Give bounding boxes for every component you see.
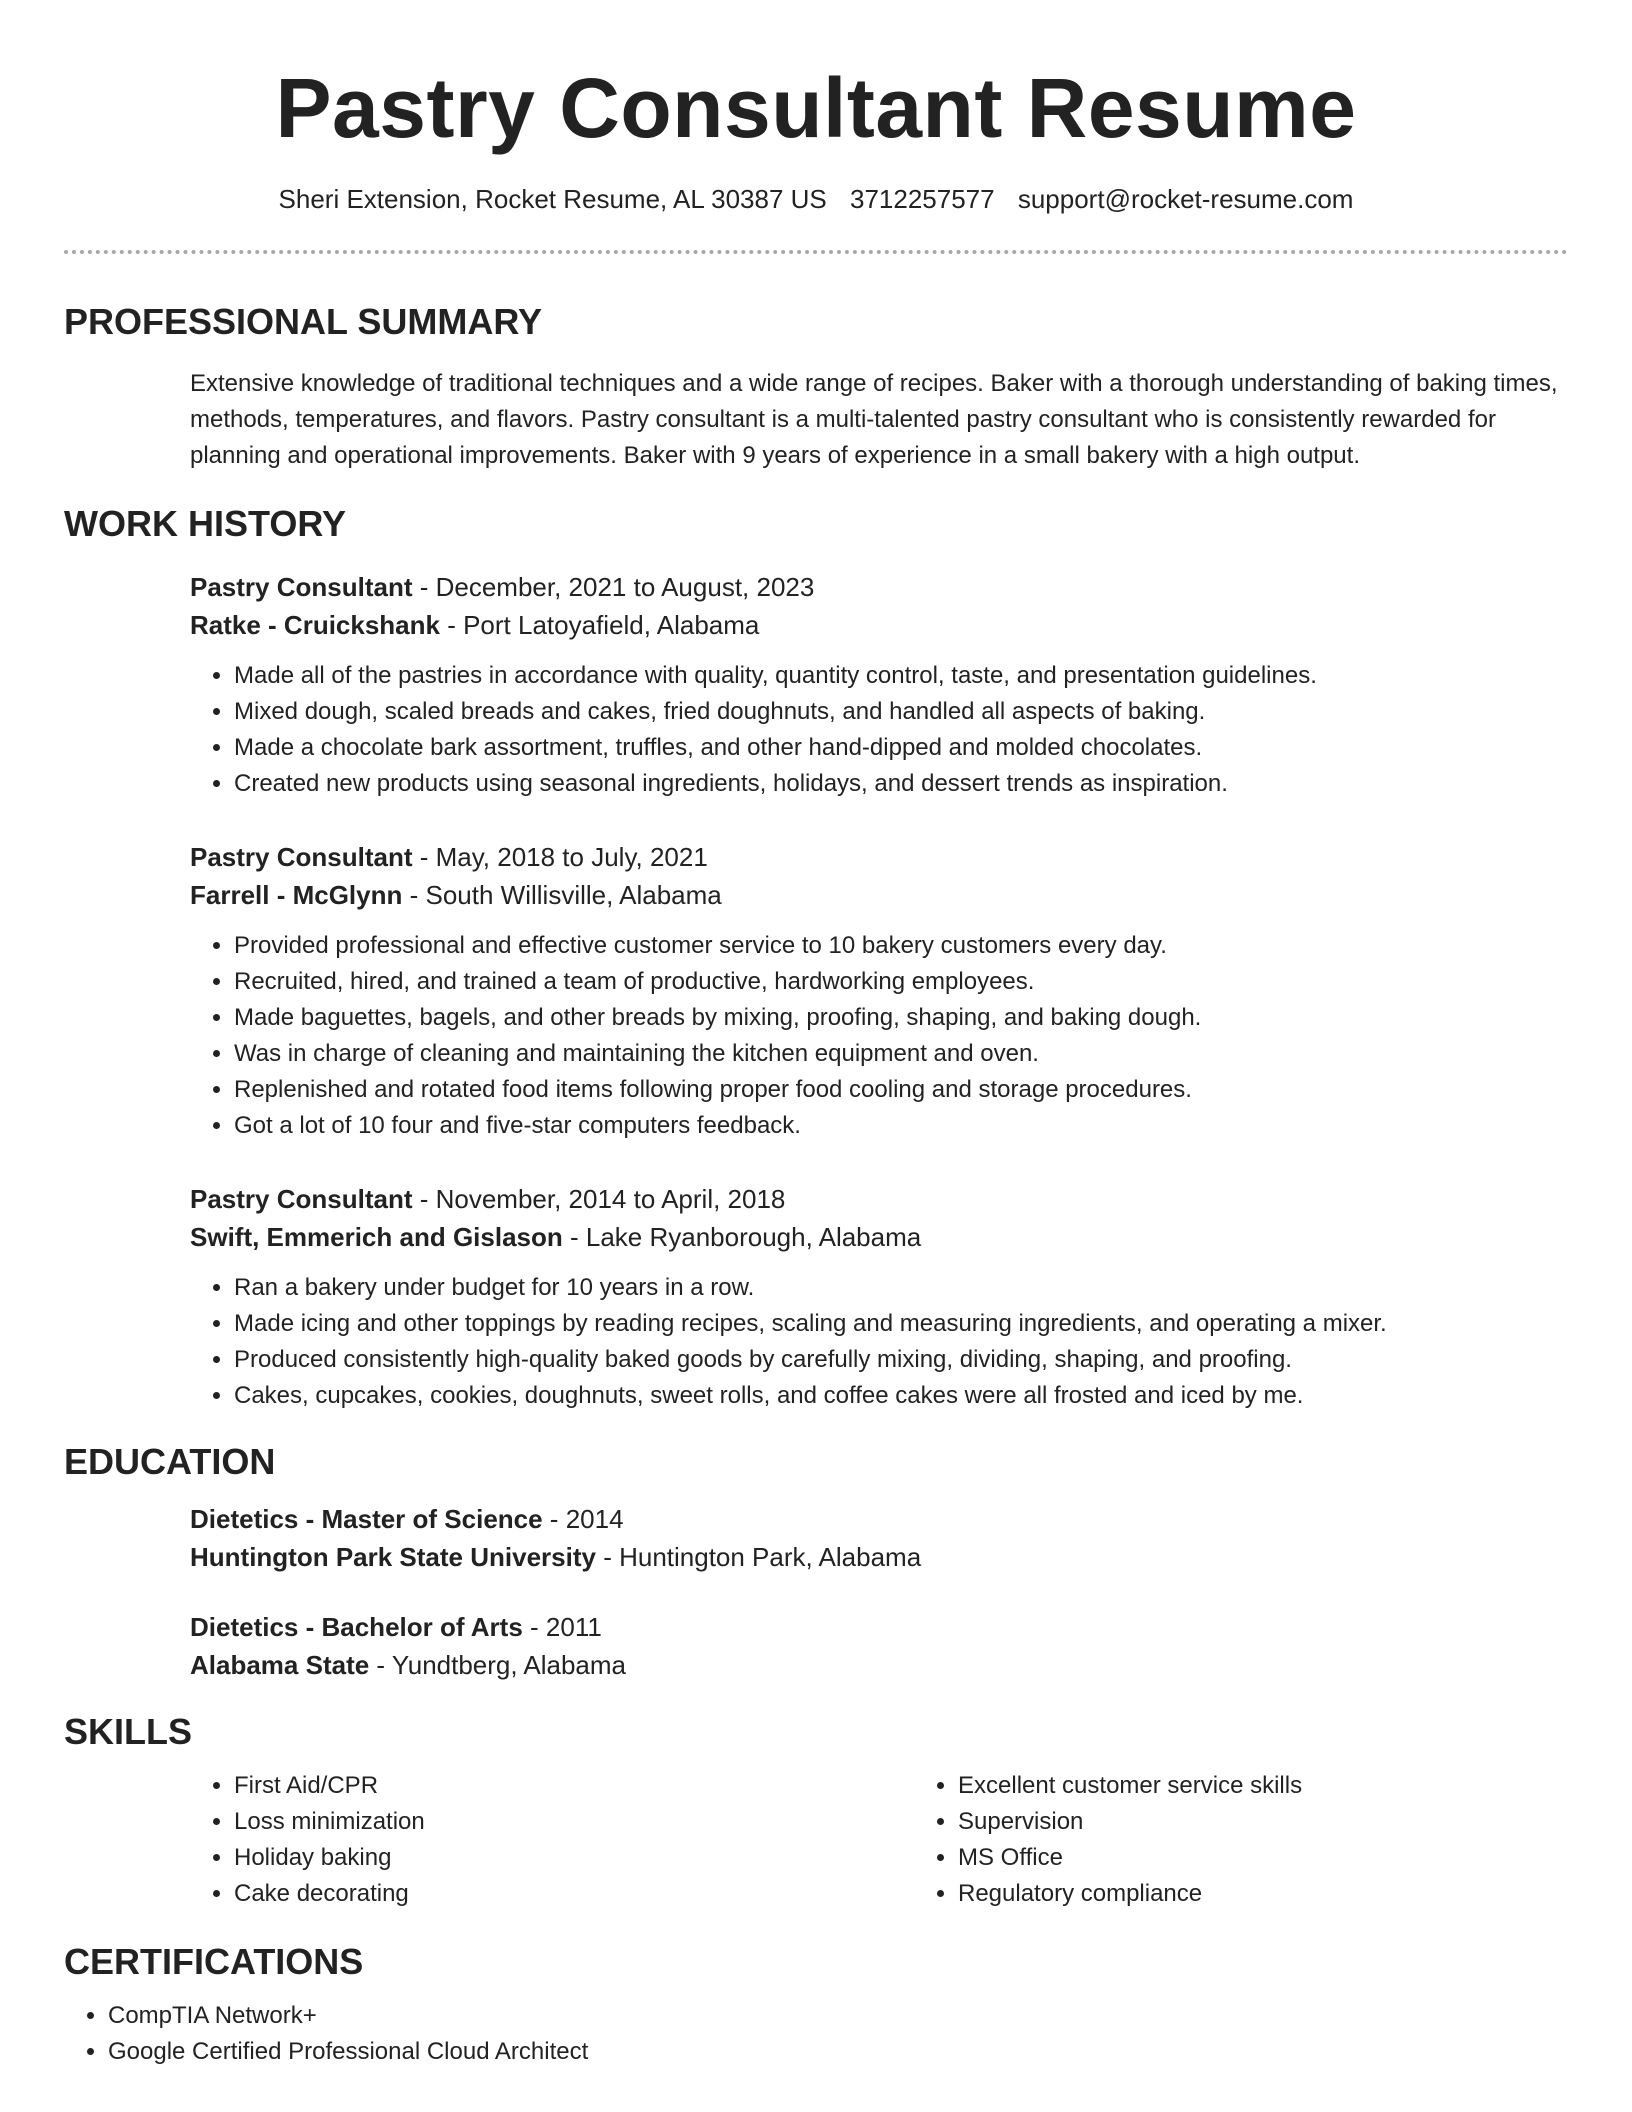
school-line: Huntington Park State University - Huntington Park, Alabama bbox=[190, 1542, 922, 1572]
job-dates: December, 2021 to August, 2023 bbox=[435, 572, 815, 602]
education-section bbox=[64, 1440, 1568, 1684]
job-duties bbox=[190, 1270, 1568, 1414]
school-location: Yundtberg, Alabama bbox=[391, 1650, 627, 1680]
summary-section bbox=[64, 300, 1568, 474]
school-line: Alabama State - Yundtberg, Alabama bbox=[190, 1650, 627, 1680]
education-entry bbox=[190, 1500, 1568, 1576]
job-entry bbox=[190, 1180, 1568, 1414]
skills-grid bbox=[190, 1768, 1568, 1912]
list-item: • Made all of the pastries in accordance with quality, quantity control, taste, and presentation guidelines. bbox=[234, 658, 1568, 694]
skills-list-right bbox=[914, 1768, 1632, 1912]
contact-line bbox=[64, 182, 1568, 216]
job-title-line: Pastry Consultant - December, 2021 to August, 2023 bbox=[190, 572, 815, 602]
list-item: • Supervision bbox=[958, 1804, 1632, 1840]
list-item: • Provided professional and effective customer service to 10 bakery customers every day. bbox=[234, 928, 1568, 964]
header-divider bbox=[64, 250, 1568, 254]
job-company: Ratke - Cruickshank bbox=[190, 610, 440, 640]
contact-address: Sheri Extension, Rocket Resume, AL 30387 US bbox=[278, 184, 827, 214]
degree-line: Dietetics - Master of Science - 2014 bbox=[190, 1504, 624, 1534]
summary-heading: PROFESSIONAL SUMMARY bbox=[64, 301, 543, 342]
job-company-line: Swift, Emmerich and Gislason - Lake Ryanborough, Alabama bbox=[190, 1222, 922, 1252]
list-item: • Was in charge of cleaning and maintaining the kitchen equipment and oven. bbox=[234, 1036, 1568, 1072]
job-company-line: Ratke - Cruickshank - Port Latoyafield, Alabama bbox=[190, 610, 760, 640]
job-company: Swift, Emmerich and Gislason bbox=[190, 1222, 563, 1252]
job-entry bbox=[190, 838, 1568, 1144]
list-item: • Made icing and other toppings by reading recipes, scaling and measuring ingredients, and operating a mixer. bbox=[234, 1306, 1568, 1342]
certifications-section bbox=[64, 1940, 1568, 2070]
school: Alabama State bbox=[190, 1650, 370, 1680]
job-duties bbox=[190, 928, 1568, 1144]
list-item: • Cake decorating bbox=[234, 1876, 914, 1912]
certifications-list bbox=[64, 1998, 1568, 2070]
degree-line: Dietetics - Bachelor of Arts - 2011 bbox=[190, 1612, 602, 1642]
summary-text: Extensive knowledge of traditional techniques and a wide range of recipes. Baker with a thorough understanding of baking times, methods, temperatures, and flavors. Pastry consultant is a multi-talented pastry consultant who is consistently rewarded for planning and operational improvements. Baker with 9 years of experience in a small bakery with a high output. bbox=[190, 370, 1558, 469]
list-item: • Excellent customer service skills bbox=[958, 1768, 1632, 1804]
list-item: • Google Certified Professional Cloud Architect bbox=[108, 2034, 1568, 2070]
job-title-line: Pastry Consultant - May, 2018 to July, 2021 bbox=[190, 842, 708, 872]
job-title: Pastry Consultant bbox=[190, 842, 413, 872]
work-history-section bbox=[64, 502, 1568, 1414]
job-location: Lake Ryanborough, Alabama bbox=[585, 1222, 922, 1252]
list-item: • Recruited, hired, and trained a team of productive, hardworking employees. bbox=[234, 964, 1568, 1000]
list-item: • Made a chocolate bark assortment, truffles, and other hand-dipped and molded chocolates. bbox=[234, 730, 1568, 766]
list-item: • Cakes, cupcakes, cookies, doughnuts, sweet rolls, and coffee cakes were all frosted and iced by me. bbox=[234, 1378, 1568, 1414]
job-location: Port Latoyafield, Alabama bbox=[463, 610, 760, 640]
contact-phone: 3712257577 bbox=[850, 184, 995, 214]
skills-heading: SKILLS bbox=[64, 1711, 193, 1752]
job-location: South Willisville, Alabama bbox=[425, 880, 722, 910]
list-item: • Holiday baking bbox=[234, 1840, 914, 1876]
job-company: Farrell - McGlynn bbox=[190, 880, 403, 910]
job-entry bbox=[190, 568, 1568, 802]
list-item: • Got a lot of 10 four and five-star computers feedback. bbox=[234, 1108, 1568, 1144]
list-item: • Replenished and rotated food items following proper food cooling and storage procedures. bbox=[234, 1072, 1568, 1108]
list-item: • MS Office bbox=[958, 1840, 1632, 1876]
certifications-heading: CERTIFICATIONS bbox=[64, 1941, 364, 1982]
list-item: • Regulatory compliance bbox=[958, 1876, 1632, 1912]
list-item: • Created new products using seasonal ingredients, holidays, and dessert trends as inspiration. bbox=[234, 766, 1568, 802]
degree-year: 2011 bbox=[545, 1612, 602, 1642]
degree: Dietetics - Bachelor of Arts bbox=[190, 1612, 523, 1642]
resume-title: Pastry Consultant Resume bbox=[275, 61, 1357, 155]
skills-list-left bbox=[190, 1768, 914, 1912]
degree-year: 2014 bbox=[565, 1504, 624, 1534]
school: Huntington Park State University bbox=[190, 1542, 596, 1572]
list-item: • Ran a bakery under budget for 10 years in a row. bbox=[234, 1270, 1568, 1306]
education-heading: EDUCATION bbox=[64, 1441, 276, 1482]
list-item: • Mixed dough, scaled breads and cakes, fried doughnuts, and handled all aspects of baking. bbox=[234, 694, 1568, 730]
list-item: • Loss minimization bbox=[234, 1804, 914, 1840]
job-title: Pastry Consultant bbox=[190, 572, 413, 602]
contact-email: support@rocket-resume.com bbox=[1017, 184, 1354, 214]
job-duties bbox=[190, 658, 1568, 802]
job-dates: November, 2014 to April, 2018 bbox=[435, 1184, 786, 1214]
education-entry bbox=[190, 1608, 1568, 1684]
degree: Dietetics - Master of Science bbox=[190, 1504, 543, 1534]
list-item: • Produced consistently high-quality baked goods by carefully mixing, dividing, shaping, and proofing. bbox=[234, 1342, 1568, 1378]
skills-section bbox=[64, 1710, 1568, 1912]
school-location: Huntington Park, Alabama bbox=[619, 1542, 922, 1572]
list-item: • First Aid/CPR bbox=[234, 1768, 914, 1804]
job-dates: May, 2018 to July, 2021 bbox=[435, 842, 708, 872]
list-item: • CompTIA Network+ bbox=[108, 1998, 1568, 2034]
job-company-line: Farrell - McGlynn - South Willisville, Alabama bbox=[190, 880, 722, 910]
job-title: Pastry Consultant bbox=[190, 1184, 413, 1214]
list-item: • Made baguettes, bagels, and other breads by mixing, proofing, shaping, and baking dough. bbox=[234, 1000, 1568, 1036]
job-title-line: Pastry Consultant - November, 2014 to April, 2018 bbox=[190, 1184, 786, 1214]
work-history-heading: WORK HISTORY bbox=[64, 503, 347, 544]
